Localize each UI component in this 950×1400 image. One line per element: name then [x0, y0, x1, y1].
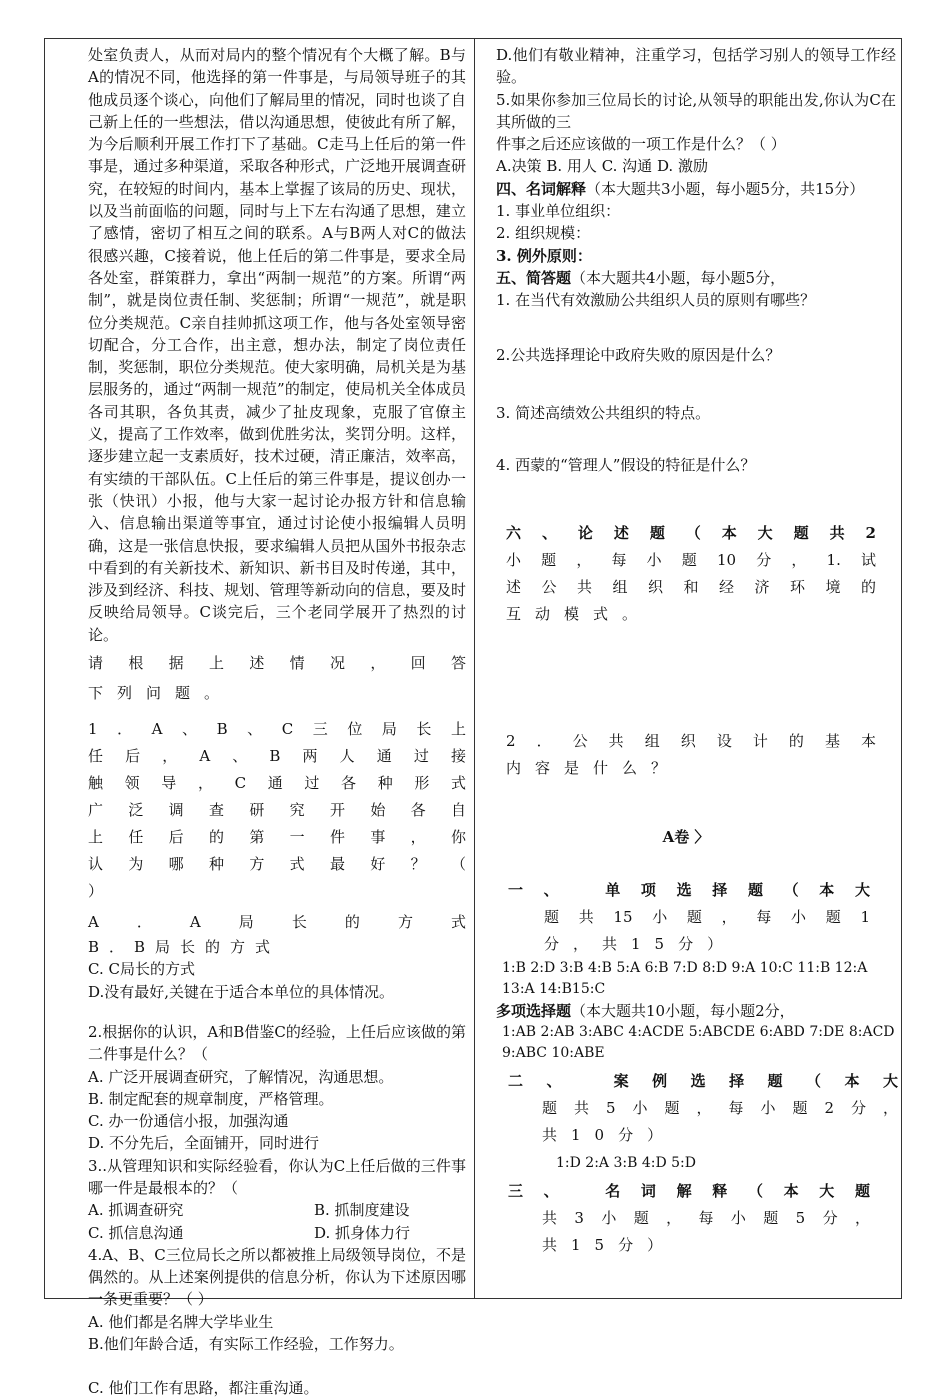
answer-3-line: 共15分） — [542, 1236, 677, 1255]
q1-line: 认为哪种方式最好？（ — [88, 855, 466, 874]
q4-option-c: C. 他们工作有思路，都注重沟通。 — [88, 1379, 319, 1398]
section-5-q2: 2.公共选择理论中政府失败的原因是什么？ — [496, 345, 781, 364]
answer-3-line: 共3小题，每小题5分， — [542, 1209, 870, 1228]
q5-stem-cont: 件事之后还应该做的一项工作是什么？（ ） — [496, 135, 786, 154]
q1-line: 上任后的第一件事，你 — [88, 828, 466, 847]
q4-option-a: A. 他们都是名牌大学毕业生 — [88, 1312, 274, 1331]
case-passage: 处室负责人，从而对局内的整个情况有个大概了解。B与A的情况不同，他选择的第一件事是，与局领导班子的其他成员逐个谈心，向他们了解局里的情况，同时也谈了自己新上任的一些想法，借以沟通思想，使彼此有所了解，为今后顺利开展工作打下了基础。C走马上任后的第一件事是，通过多种渠道，采取各种形式，广泛地开展调查研究，在较短的时间内，基本上掌握了该局的历史、现状，以及当前面临的问题，同时与上下左右沟通了思想，建立了感情，密切了相互之间的联系。A与B两人对C的做法很感兴趣，C接着说，他上任后的第二件事是，要求全局各处室，群策群力，拿出“两制一规范”的方案。所谓“两制”，就是岗位责任制、奖惩制；所谓“一规范”，就是职位分类规范。C亲自挂帅抓这项工作，他与各处室领导密切配合，分工合作，出主意，想办法，制定了岗位责任制，奖惩制，职位分类规范。使大家明确，局机关是为基层服务的，通过“两制一规范”的制定，使局机关全体成员各司其职，各负其责，减少了扯皮现象，克服了官僚主义，提高了工作效率，做到优胜劣汰，奖罚分明。这样，逐步建立起一支素质好，技术过硬，清正廉洁，效率高，有实绩的干部队伍。C上任后的第三件事是，提议创办一张（快讯）小报，他与大家一起讨论办报方针和信息输入、信息输出渠道等事宜，通过讨论使小报编辑人员明确，这是一张信息快报，要求编辑人员把从国外书报杂志中看到的有关新技术、新知识、新书目及时传递，其中，涉及到经济、科技、规划、管理等新动向的信息，要及时反映给局领导。C谈完后，三个老同学展开了热烈的讨论。 — [88, 46, 466, 644]
q4-option-b: B.他们年龄合适，有实际工作经验，工作努力。 — [88, 1335, 404, 1354]
section-6-q2-line: 2．公共组织设计的基本 — [506, 732, 876, 751]
q2-option-d: D. 不分先后，全面铺开，同时进行 — [88, 1134, 320, 1153]
q3-option-a: A. 抓调查研究 — [88, 1201, 184, 1220]
section-4-item: 3. 例外原则： — [496, 246, 592, 265]
answer-multi-heading: 多项选择题 — [496, 1001, 572, 1020]
section-6-line: 互动模式。 — [506, 605, 652, 624]
answer-title: A卷 〉 — [662, 828, 710, 847]
q1-option-a: A．A局长的方式 — [88, 913, 466, 932]
section-5-q1: 1. 在当代有效激励公共组织人员的原则有哪些？ — [496, 291, 816, 310]
left-column — [88, 44, 466, 1400]
answer-2-key: 1:D 2:A 3:B 4:D 5:D — [556, 1155, 696, 1172]
prompt-line-1: 请根据上述情况，回答 — [88, 654, 466, 673]
section-4-item: 1. 事业单位组织： — [496, 202, 621, 221]
section-6-line: 小题，每小题10分，1.试 — [506, 551, 876, 570]
q2-stem: 2.根据你的认识，A和B借鉴C的经验，上任后应该做的第二件事是什么？（ — [88, 1022, 466, 1064]
answer-1-line: 一、 单项选择题（本大 — [508, 880, 870, 899]
answer-2-line: 共10分） — [542, 1126, 677, 1145]
answer-1-line: 分，共15分） — [544, 934, 737, 953]
q4-stem: 4.A、B、C三位局长之所以都被推上局级领导岗位，不是偶然的。从上述案例提供的信息分析，你认为下述原因哪一条更重要？（ ） — [88, 1245, 466, 1309]
answer-2-line: 题共5小题，每小题2分， — [542, 1099, 898, 1118]
section-5-q4: 4. 西蒙的“管理人”假设的特征是什么？ — [496, 456, 756, 475]
right-column — [496, 44, 896, 1259]
section-6-line: 述公共组织和经济环境的 — [506, 578, 876, 597]
q1-line: 1．A、B、C三位局长上 — [88, 720, 466, 739]
q3-option-b: B. 抓制度建设 — [314, 1201, 410, 1220]
section-6-line: 六、论述题（本大题共2 — [506, 524, 876, 543]
q1-line: 触领导，C通过各种形式 — [88, 774, 466, 793]
answer-2-line: 二、 案例选择题（本大 — [508, 1072, 898, 1091]
section-5-heading: 五、简答题 — [496, 268, 572, 287]
answer-multi-note: （本大题共10小题，每小题2分， — [571, 1001, 795, 1020]
q3-stem: 3..从管理知识和实际经验看，你认为C上任后做的三件事哪一件是最根本的？（ — [88, 1156, 466, 1197]
q3-option-d: D. 抓身体力行 — [314, 1223, 411, 1242]
section-4-note: （本大题共3小题，每小题5分，共15分） — [586, 179, 865, 198]
q1-line: 任后，A、B两人通过接 — [88, 747, 466, 766]
q2-option-b: B. 制定配套的规章制度，严格管理。 — [88, 1089, 334, 1108]
section-4-heading: 四、名词解释 — [496, 179, 587, 198]
section-5-q3: 3. 简述高绩效公共组织的特点。 — [496, 403, 711, 422]
column-divider — [474, 38, 475, 1299]
q4-option-d: D.他们有敬业精神，注重学习，包括学习别人的领导工作经验。 — [496, 46, 896, 87]
q2-option-c: C. 办一份通信小报，加强沟通 — [88, 1112, 289, 1131]
section-5-note: （本大题共4小题，每小题5分， — [571, 268, 786, 287]
answer-multi-key: 1:AB 2:AB 3:ABC 4:ACDE 5:ABCDE 6:ABD 7:DE 8:ACD 9:ABC 10:ABE — [502, 1024, 895, 1062]
q5-stem: 5.如果你参加三位局长的讨论,从领导的职能出发,你认为C在其所做的三 — [496, 90, 896, 131]
section-6-q2-line: 内容是什么？ — [506, 759, 681, 778]
prompt-line-2: 下列问题。 — [88, 684, 234, 703]
q1-line: 广泛调查研究开始各自 — [88, 801, 466, 820]
answer-1-key: 1:B 2:D 3:B 4:B 5:A 6:B 7:D 8:D 9:A 10:C 11:B 12:A 13:A 14:B15:C — [502, 959, 868, 997]
answer-1-line: 题共15小题，每小题1 — [544, 907, 870, 926]
section-4-item: 2. 组织规模： — [496, 224, 591, 243]
q1-option-d: D.没有最好,关键在于适合本单位的具体情况。 — [88, 982, 395, 1001]
q3-option-c: C. 抓信息沟通 — [88, 1223, 184, 1242]
q1-line: ） — [88, 882, 104, 901]
q1-option-c: C. C局长的方式 — [88, 960, 195, 979]
q5-options: A.决策 B. 用人 C. 沟通 D. 激励 — [496, 157, 708, 176]
answer-3-line: 三、 名词解释（本大题 — [508, 1182, 870, 1201]
q1-option-b: B．B局长的方式 — [88, 938, 281, 957]
q2-option-a: A. 广泛开展调查研究，了解情况，沟通思想。 — [88, 1067, 394, 1086]
